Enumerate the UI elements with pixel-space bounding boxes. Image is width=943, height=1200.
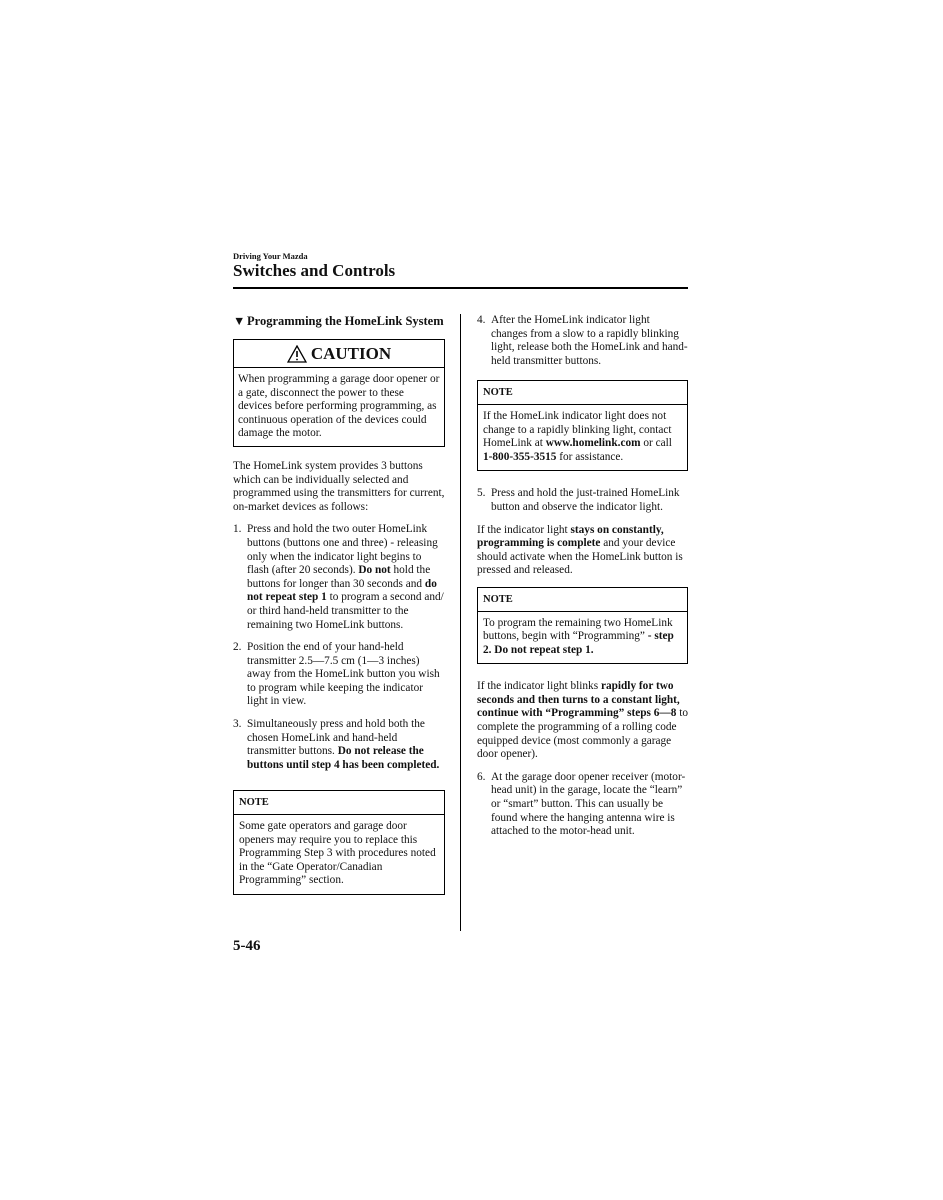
step-number: 4. [477, 314, 486, 326]
note-body: To program the remaining two HomeLink buttons, begin with “Programming” - step 2. Do not repeat step 1. [483, 616, 674, 656]
page-title: Switches and Controls [233, 261, 396, 280]
step-number: 2. [233, 641, 242, 654]
step-3 [233, 718, 445, 772]
step-number: 6. [477, 770, 486, 783]
indicator-blinks-paragraph: If the indicator light blinks rapidly for two seconds and then turns to a constant light, continue with “Programming” steps 6—8 to complete the programming of a rolling code equipped device (most commonly a garage door opener). [477, 680, 688, 761]
step-2 [233, 641, 445, 709]
step-text: Position the end of your hand-held transmitter 2.5—7.5 cm (1—3 inches) away from the HomeLink button you wish to program while keeping the indicator light in view. [247, 641, 440, 708]
indicator-constant-paragraph: If the indicator light stays on constantly, programming is complete and your device should activate when the HomeLink button is pressed and released. [477, 523, 683, 577]
step-text: After the HomeLink indicator light changes from a slow to a rapidly blinking light, release both the HomeLink and hand-held transmitter buttons. [491, 314, 688, 367]
note-title: NOTE [478, 381, 687, 405]
warning-triangle-icon [287, 345, 307, 363]
step-number: 1. [233, 523, 242, 536]
step-5 [477, 487, 688, 514]
title-rule [233, 287, 688, 289]
caution-box [233, 339, 445, 447]
intro-paragraph: The HomeLink system provides 3 buttons which can be individually selected and programmed using the transmitters for current, on-market devices as follows: [233, 459, 445, 513]
step-number: 3. [233, 718, 242, 731]
section-label: Driving Your Mazda [233, 251, 308, 261]
note-box-remaining-buttons [477, 587, 688, 664]
step-4 [477, 314, 688, 368]
step-number: 5. [477, 487, 486, 500]
section-heading [233, 314, 445, 329]
step-1 [233, 523, 445, 632]
page-number: 5-46 [233, 938, 261, 954]
section-heading-text: Programming the HomeLink System [247, 314, 444, 328]
note-title: NOTE [478, 588, 687, 612]
note-title: NOTE [234, 791, 444, 815]
note-body: Some gate operators and garage door openers may require you to replace this Programming Step 3 with procedures noted in the “Gate Operator/Canadian Programming” section. [239, 820, 436, 887]
caution-header [234, 340, 444, 368]
right-column [477, 314, 688, 848]
left-column [233, 314, 445, 908]
step-6 [477, 771, 688, 839]
step-text: At the garage door opener receiver (motor-head unit) in the garage, locate the “learn” or “smart” button. This can usually be found where the hanging antenna wire is attached to the motor-head unit. [491, 770, 686, 838]
caution-title: CAUTION [310, 343, 392, 363]
triangle-marker-icon: ▼ [233, 314, 246, 328]
column-divider [460, 314, 461, 931]
caution-body: When programming a garage door opener or a gate, disconnect the power to these devices before performing programming, as continuous operation of the devices could damage the motor. [238, 373, 440, 440]
note-body: If the HomeLink indicator light does not change to a rapidly blinking light, contact HomeLink at www.homelink.com or call 1-800-355-3515 for assistance. [483, 409, 672, 463]
step-text: Simultaneously press and hold both the chosen HomeLink and hand-held transmitter buttons. Do not release the buttons until step 4 has been completed. [247, 718, 440, 771]
step-text: Press and hold the two outer HomeLink buttons (buttons one and three) - releasing only when the indicator light begins to flash (after 20 seconds). Do not hold the buttons for longer than 30 seconds and do not repeat step 1 to program a second and/ or third hand-held transmitter to the remaining two HomeLink buttons. [247, 523, 444, 631]
step-text: Press and hold the just-trained HomeLink button and observe the indicator light. [491, 487, 680, 513]
note-box-homelink-contact [477, 380, 688, 471]
note-box [233, 790, 445, 895]
